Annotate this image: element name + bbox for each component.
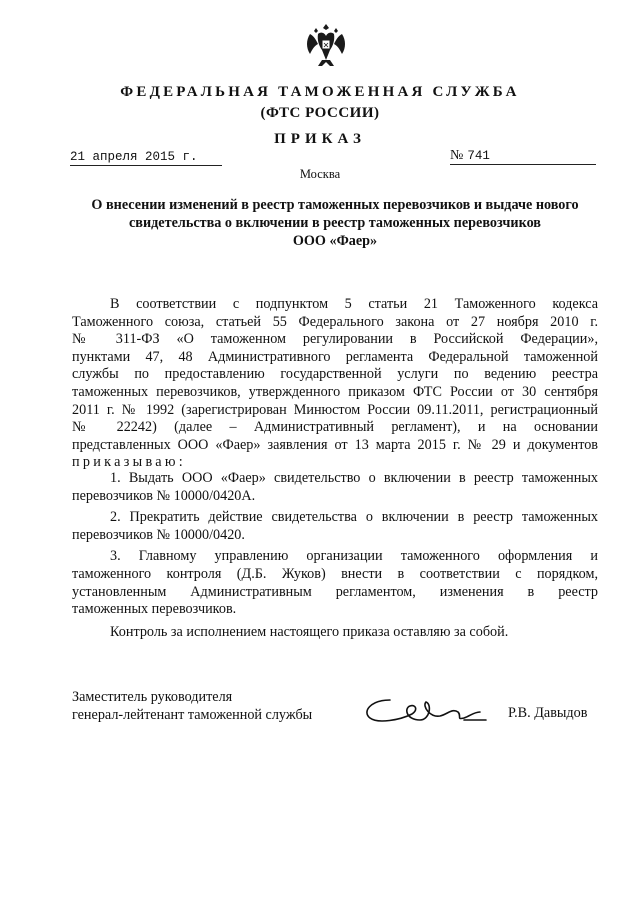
- signatory-role-line: Заместитель руководителя: [72, 689, 233, 705]
- preamble-line: В соответствии с подпунктом 5 статьи 21 Таможенного кодекса: [110, 296, 598, 312]
- document-title: [72, 196, 598, 250]
- agency-name: ФЕДЕРАЛЬНАЯ ТАМОЖЕННАЯ СЛУЖБА: [120, 84, 520, 100]
- signer-name: Р.В. Давыдов: [508, 705, 588, 721]
- handwritten-signature: [360, 690, 490, 730]
- item-line: перевозчиков № 10000/0420А.: [72, 487, 256, 504]
- preamble-line: № 22242) (далее – Административный регламент), и на основании: [72, 419, 598, 436]
- preamble-line: 2011 г. № 1992 (зарегистрирован Минюстом России 09.11.2011, регистрационный: [72, 401, 598, 418]
- agency-short-name: (ФТС РОССИИ): [260, 105, 380, 121]
- preamble-paragraph: [72, 296, 598, 472]
- order-keyword: приказываю:: [72, 454, 187, 471]
- document-number-field: [450, 148, 596, 165]
- item-line: перевозчиков № 10000/0420.: [72, 526, 245, 543]
- order-items: [72, 470, 598, 619]
- item-line: таможенного контроля (Д.Б. Жуков) внести в соответствии с порядком,: [72, 565, 598, 582]
- title-line: ООО «Фаер»: [292, 233, 378, 249]
- document-type: ПРИКАЗ: [274, 131, 366, 147]
- title-line: О внесении изменений в реестр таможенных перевозчиков и выдаче нового: [91, 197, 579, 213]
- preamble-line: Таможенного союза, статьей 55 Федерального закона от 27 ноября 2010 г.: [72, 313, 598, 330]
- signatory-role: [72, 688, 312, 724]
- preamble-line: службы по предоставлению государственной услуги по ведению реестра: [72, 366, 598, 383]
- item-line: таможенных перевозчиков.: [72, 601, 237, 618]
- title-line: свидетельства о включении в реестр таможенных перевозчиков: [129, 215, 541, 231]
- item-line: 2. Прекратить действие свидетельства о включении в реестр таможенных: [110, 509, 598, 526]
- item-line: 3. Главному управлению организации таможенного оформления и: [110, 548, 598, 565]
- item-line: 1. Выдать ООО «Фаер» свидетельство о включении в реестр таможенных: [110, 470, 598, 486]
- preamble-line: представленных ООО «Фаер» заявления от 13 марта 2015 г. № 29 и документов: [72, 436, 598, 453]
- preamble-line: таможенных перевозчиков, утвержденного приказом ФТС России от 30 сентября: [72, 383, 598, 400]
- document-city: Москва: [299, 167, 341, 181]
- item-line: установленным Административным регламентом, изменения в реестр: [72, 583, 598, 600]
- document-date: 21 апреля 2015 г.: [70, 150, 222, 166]
- control-statement: Контроль за исполнением настоящего приказа оставляю за собой.: [110, 624, 509, 640]
- signatory-role-line: генерал-лейтенант таможенной службы: [72, 707, 313, 723]
- number-label: №: [450, 148, 464, 163]
- document-number: 741: [467, 149, 490, 163]
- preamble-line: пунктами 47, 48 Административного регламента Федеральной таможенной: [72, 348, 598, 365]
- preamble-line: № 311-ФЗ «О таможенном регулировании в Российской Федерации»,: [72, 331, 598, 348]
- coat-of-arms-emblem: [304, 22, 348, 72]
